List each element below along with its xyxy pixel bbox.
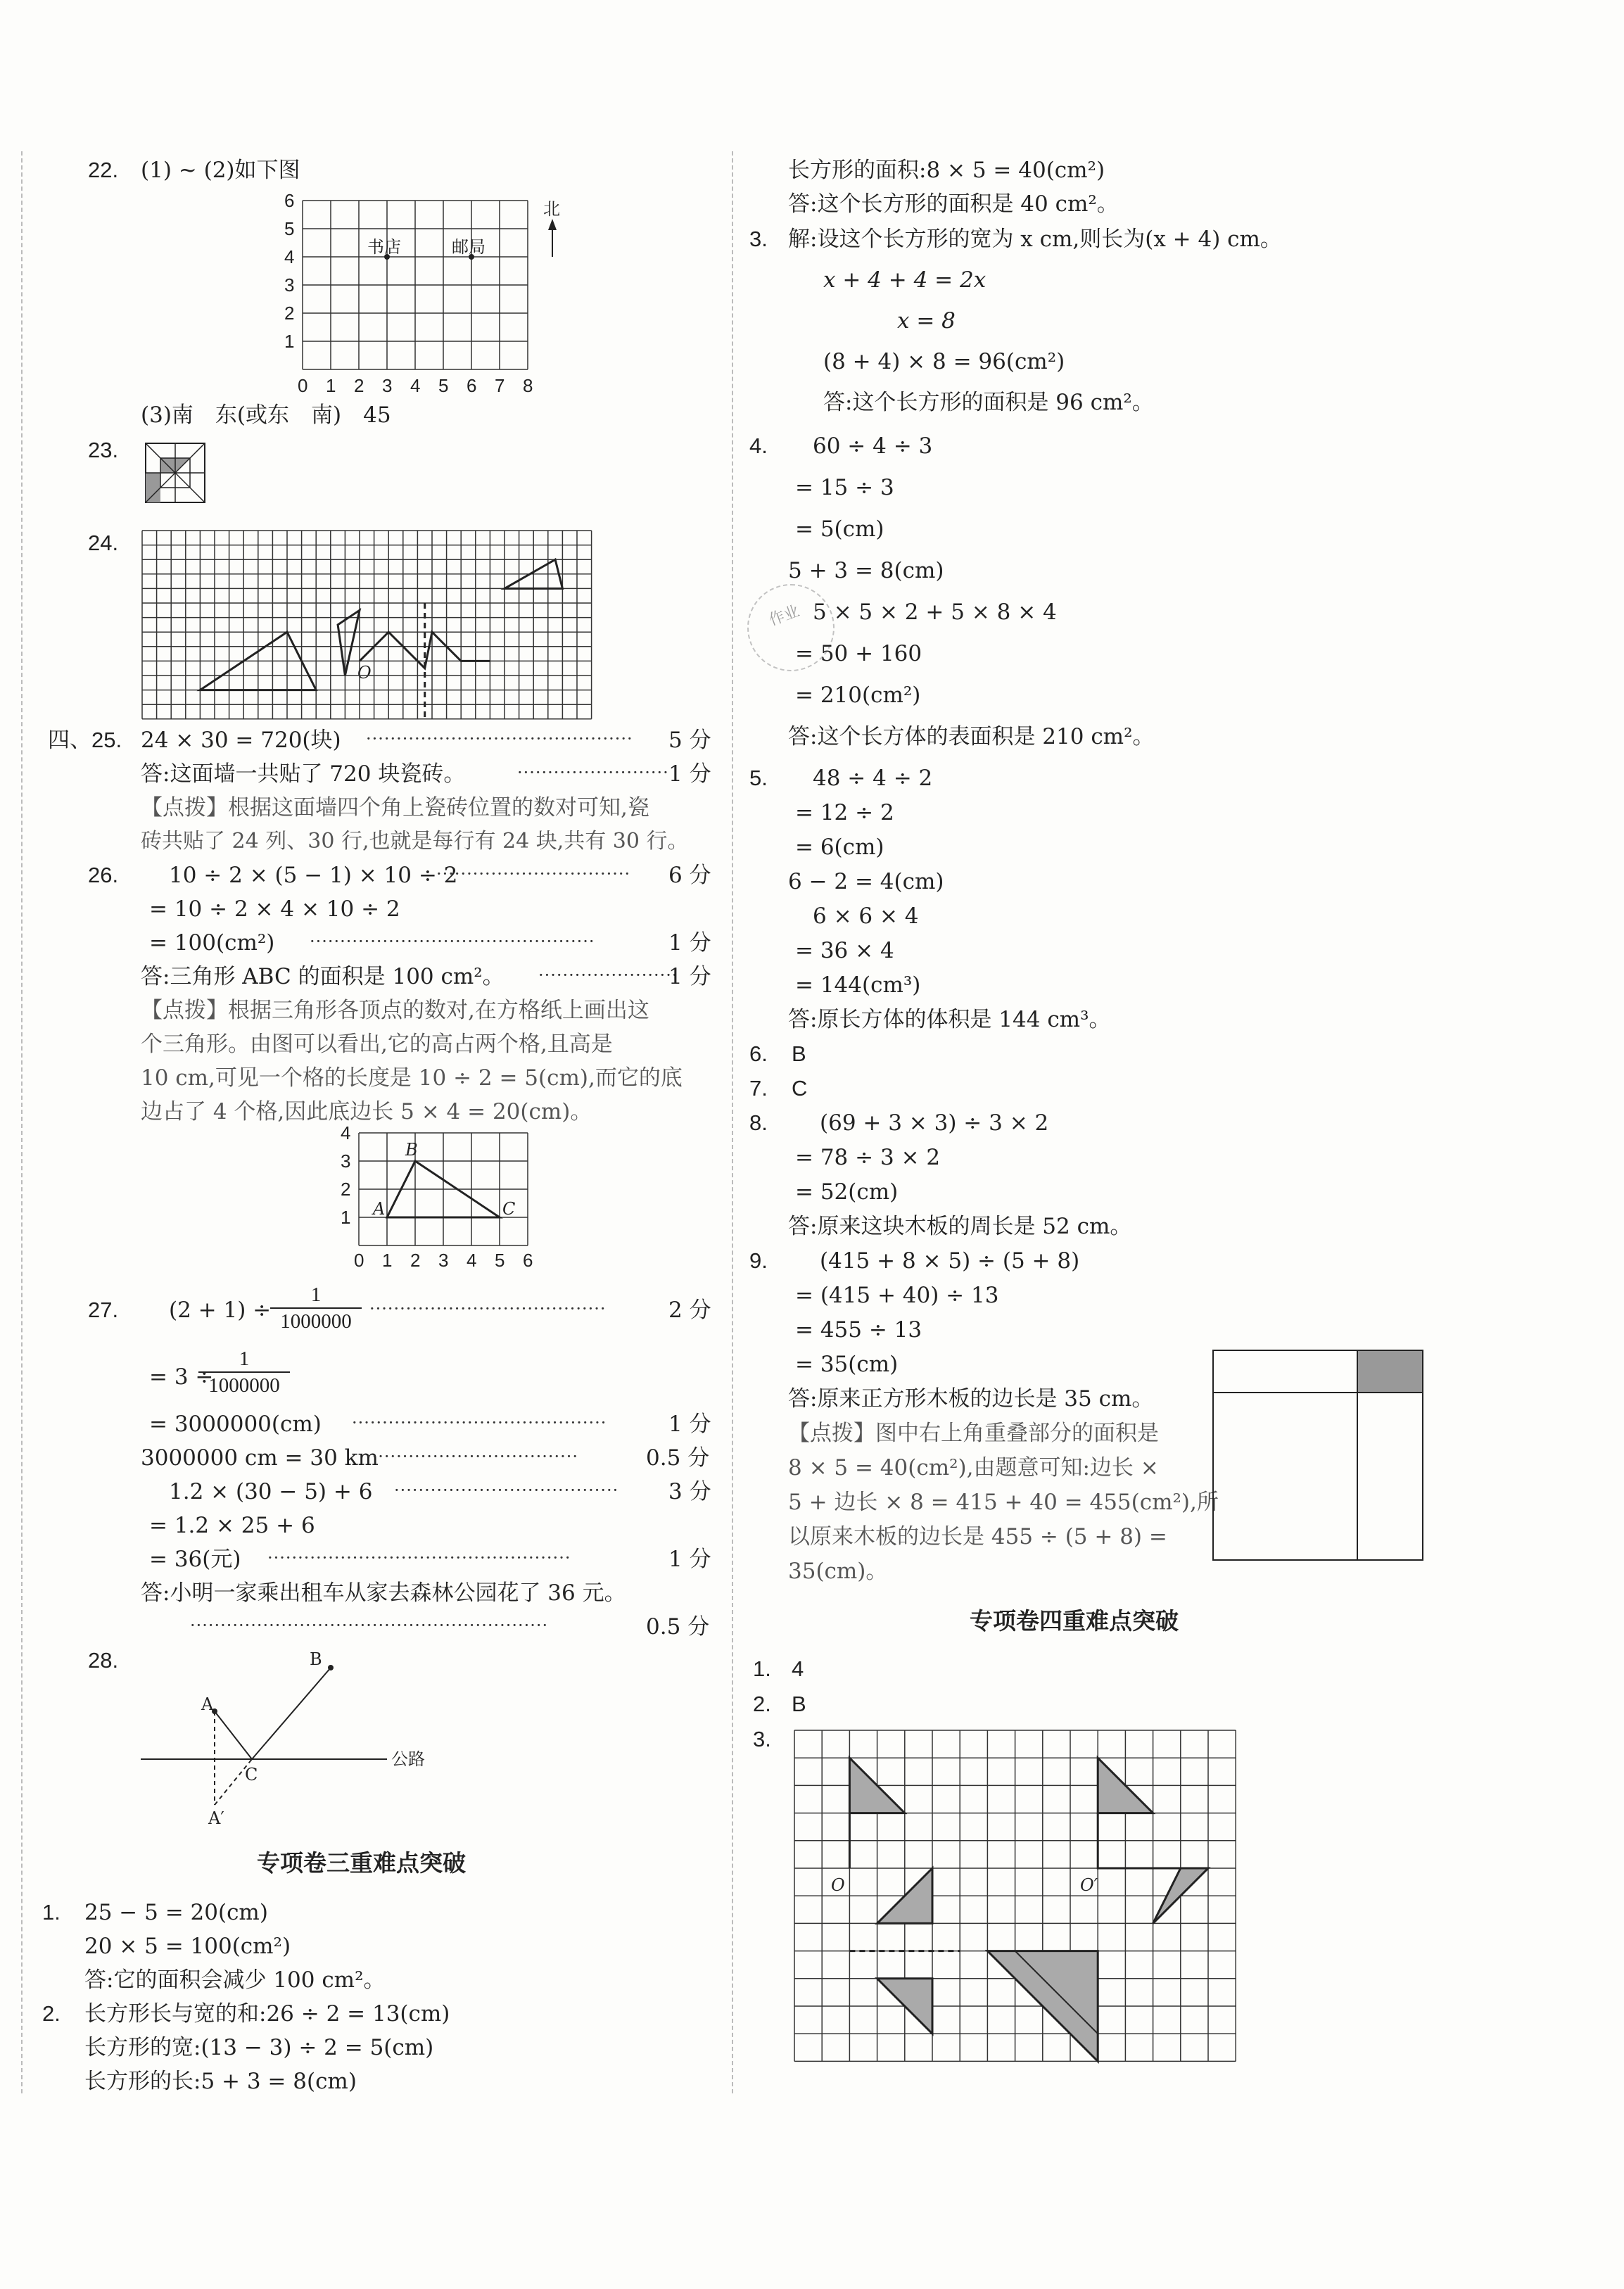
q24-number: 24. [88,531,119,555]
s3-q1-line1: 25 − 5 = 20(cm) [84,1900,268,1925]
x-tick-label: 1 [326,375,336,396]
r-q9-board-figure [1212,1349,1426,1564]
y-tick-label: 1 [284,331,295,352]
s4-q2-answer: B [792,1692,806,1716]
r-q5-line7: = 144(cm³) [795,972,921,998]
y-tick-label: 5 [284,218,295,239]
x-tick-label: 5 [438,375,449,396]
q26-score1: 6 分 [668,863,711,888]
s3-q2-line2: 长方形的宽:(13 − 3) ÷ 2 = 5(cm) [84,2035,434,2060]
r-q9-line3: = 455 ÷ 13 [795,1317,922,1343]
q27-score4: 0.5 分 [646,1445,710,1471]
q27-line2: = 3 ÷ [149,1364,214,1390]
q25-tip2: 砖共贴了 24 列、30 行,也就是每行有 24 块,共有 30 行。 [141,829,689,854]
r-q9-line1: (415 + 8 × 5) ÷ (5 + 8) [820,1248,1080,1274]
q26-line3: = 100(cm²) [149,930,275,956]
x-tick-label: 6 [523,1250,533,1271]
s4-point-o: O [831,1875,845,1895]
q25-number: 四、25. [48,728,122,752]
fraction-numerator: 1 [270,1282,362,1309]
s4-q3-grid-figure [792,1727,1256,2079]
r-q4-line6: = 50 + 160 [795,641,922,666]
dot-leader: ································ [436,864,631,884]
r-q5-line8: 答:原长方体的体积是 144 cm³。 [788,1007,1111,1032]
x-tick-label: 2 [410,1250,421,1271]
s3-q1-number: 1. [42,1900,61,1925]
r-q4-line7: = 210(cm²) [795,683,921,708]
q22-grid-figure [281,194,577,405]
q28-road-label: 公路 [391,1749,425,1769]
dot-leader: ······································· [369,1299,607,1319]
dot-leader: ······················· [538,965,678,985]
r-q8-line2: = 78 ÷ 3 × 2 [795,1145,941,1170]
s4-q2-number: 2. [753,1692,771,1716]
r-q5-line5: 6 × 6 × 4 [813,903,919,929]
r-q3-number: 3. [749,227,768,251]
r-q4-line3: = 5(cm) [795,516,884,542]
q26-line2: = 10 ÷ 2 × 4 × 10 ÷ 2 [149,896,400,922]
left-margin-divider [21,151,23,2093]
r-q4-line5: 5 × 5 × 2 + 5 × 8 × 4 [813,600,1057,625]
north-arrow-icon [548,219,557,230]
q27-score1: 2 分 [668,1298,711,1323]
x-tick-label: 0 [354,1250,364,1271]
q27-score8: 0.5 分 [646,1614,710,1640]
dot-leader: ··································· [366,1447,579,1466]
section3-title: 专项卷三重难点突破 [257,1849,466,1877]
r-cont-line1: 长方形的面积:8 × 5 = 40(cm²) [788,158,1105,183]
r-q6-answer: B [792,1041,806,1066]
r-q9-tip5: 35(cm)。 [788,1559,888,1584]
r-q5-line1: 48 ÷ 4 ÷ 2 [813,766,933,791]
q27-score5: 3 分 [668,1479,711,1504]
x-tick-label: 6 [467,375,477,396]
post-label: 邮局 [452,237,486,257]
q26-tip4: 边占了 4 个格,因此底边长 5 × 4 = 20(cm)。 [141,1099,592,1124]
north-label: 北 [543,199,560,219]
s4-q1-number: 1. [753,1656,771,1681]
r-q8-line4: 答:原来这块木板的周长是 52 cm。 [788,1214,1132,1239]
r-q3-line2: x + 4 + 4 = 2x [823,267,987,293]
q25-tip1: 【点拨】根据这面墙四个角上瓷砖位置的数对可知,瓷 [141,795,649,820]
q28-route-figure [141,1647,450,1830]
s3-q1-line2: 20 × 5 = 100(cm²) [84,1934,291,1959]
q26-line4: 答:三角形 ABC 的面积是 100 cm²。 [141,964,505,989]
q26-tip2: 个三角形。由图可以看出,它的高占两个格,且高是 [141,1032,613,1057]
r-cont-line2: 答:这个长方形的面积是 40 cm²。 [788,191,1119,217]
dot-leader: ··············································· [310,932,595,951]
q26-triangle-figure [331,1126,556,1288]
q27-line3: = 3000000(cm) [149,1412,322,1437]
q26-tip1: 【点拨】根据三角形各顶点的数对,在方格纸上画出这 [141,998,649,1023]
r-q4-line4: 5 + 3 = 8(cm) [788,558,944,583]
q27-score3: 1 分 [668,1412,711,1437]
q28-point-a-prime: A′ [208,1808,224,1828]
x-tick-label: 8 [523,375,533,396]
dot-leader: ············································ [366,729,633,749]
q27-line5: 1.2 × (30 − 5) + 6 [169,1479,373,1504]
dot-leader: ·········································· [352,1413,607,1433]
r-q5-line2: = 12 ÷ 2 [795,800,894,825]
x-tick-label: 5 [495,1250,505,1271]
q25-score1: 5 分 [668,728,711,753]
r-q7-answer: C [792,1076,808,1101]
r-q9-tip1: 【点拨】图中右上角重叠部分的面积是 [788,1421,1159,1446]
r-q5-line3: = 6(cm) [795,835,884,860]
dot-leader: ··························································· [190,1616,549,1635]
r-q9-line2: = (415 + 40) ÷ 13 [795,1283,999,1308]
x-tick-label: 1 [382,1250,393,1271]
q22-number: 22. [88,158,119,182]
r-q8-line3: = 52(cm) [795,1179,899,1205]
s3-q2-line3: 长方形的长:5 + 3 = 8(cm) [84,2069,357,2094]
y-tick-label: 1 [341,1207,351,1228]
stamp-text: 作业 [766,602,802,630]
x-tick-label: 4 [467,1250,477,1271]
q27-line8: 答:小明一家乘出租车从家去森林公园花了 36 元。 [141,1580,626,1606]
y-tick-label: 3 [284,274,295,296]
r-q9-tip3: 5 + 边长 × 8 = 415 + 40 = 455(cm²),所 [788,1490,1219,1515]
column-divider [732,151,733,2093]
r-q8-number: 8. [749,1110,768,1135]
s3-q2-number: 2. [42,2001,61,2026]
q28-number: 28. [88,1648,119,1673]
fraction-numerator: 1 [198,1346,290,1373]
y-tick-label: 4 [284,246,295,267]
x-tick-label: 0 [298,375,308,396]
q26-score4: 1 分 [668,964,711,989]
s4-q1-answer: 4 [792,1656,804,1681]
r-q5-number: 5. [749,766,768,790]
r-q7-number: 7. [749,1076,768,1101]
x-tick-label: 3 [382,375,393,396]
r-q4-line8: 答:这个长方体的表面积是 210 cm²。 [788,724,1155,749]
q27-line6: = 1.2 × 25 + 6 [149,1513,315,1538]
q25-score2: 1 分 [668,761,711,787]
dot-leader: ·················································· [267,1548,571,1568]
r-q3-line4: (8 + 4) × 8 = 96(cm²) [823,349,1065,374]
fraction-denominator: 1000000 [208,1374,280,1397]
q26-line1: 10 ÷ 2 × (5 − 1) × 10 ÷ 2 [169,863,458,888]
r-q3-line3: x = 8 [897,308,956,334]
q24-grid-figure [141,529,605,726]
r-q9-line4: = 35(cm) [795,1352,899,1377]
q27-line4: 3000000 cm = 30 km [141,1445,379,1471]
q25-line1: 24 × 30 = 720(块) [141,728,341,753]
r-q3-line5: 答:这个长方形的面积是 96 cm²。 [823,390,1154,415]
r-q9-number: 9. [749,1248,768,1273]
q27-fraction1 [270,1282,362,1334]
r-q5-line4: 6 − 2 = 4(cm) [788,869,944,894]
y-tick-label: 3 [341,1150,351,1172]
r-q6-number: 6. [749,1041,768,1066]
q22-text: (1) ~ (2)如下图 [141,158,300,183]
rotated-shape [338,610,360,676]
dot-leader: ····································· [394,1480,619,1500]
x-tick-label: 7 [495,375,505,396]
s4-point-o-prime: O′ [1080,1875,1098,1895]
r-q9-tip2: 8 × 5 = 40(cm²),由题意可知:边长 × [788,1455,1159,1480]
q27-score7: 1 分 [668,1547,711,1572]
fraction-denominator: 1000000 [280,1310,352,1333]
shop-label: 书店 [367,237,401,257]
vertex-a: A [373,1199,386,1219]
r-q8-line1: (69 + 3 × 3) ÷ 3 × 2 [820,1110,1049,1136]
q26-score3: 1 分 [668,930,711,956]
q22-answer-3: (3)南 东(或东 南) 45 [141,402,391,428]
q26-number: 26. [88,863,119,887]
x-tick-label: 4 [410,375,421,396]
s3-q2-line1: 长方形长与宽的和:26 ÷ 2 = 13(cm) [84,2001,450,2027]
r-q4-line2: = 15 ÷ 3 [795,475,894,500]
q28-point-c: C [245,1765,258,1784]
s3-q1-line3: 答:它的面积会减少 100 cm²。 [84,1967,386,1993]
r-q9-line5: 答:原来正方形木板的边长是 35 cm。 [788,1386,1154,1412]
q23-number: 23. [88,438,119,462]
q28-point-a: A [201,1694,214,1714]
section4-title: 专项卷四重难点突破 [970,1607,1179,1635]
vertex-b: B [405,1140,418,1160]
q24-point-o: O [357,663,372,683]
q27-line7: = 36(元) [149,1547,241,1572]
y-tick-label: 2 [341,1179,351,1200]
y-tick-label: 4 [341,1126,351,1143]
y-tick-label: 6 [284,194,295,211]
r-q4-number: 4. [749,433,768,458]
r-q3-line1: 解:设这个长方形的宽为 x cm,则长为(x + 4) cm。 [788,227,1282,252]
r-q9-tip4: 以原来木板的边长是 455 ÷ (5 + 8) = [788,1524,1167,1549]
y-tick-label: 2 [284,303,295,324]
vertex-c: C [502,1199,516,1219]
r-q5-line6: = 36 × 4 [795,938,894,963]
q28-point-b: B [310,1649,322,1669]
dot-leader: ························· [517,763,669,782]
q27-fraction2 [198,1346,290,1398]
q23-square-figure [144,442,208,505]
x-tick-label: 3 [438,1250,449,1271]
q27-line1: (2 + 1) ÷ [169,1298,272,1323]
q27-number: 27. [88,1298,119,1322]
q26-tip3: 10 cm,可见一个格的长度是 10 ÷ 2 = 5(cm),而它的底 [141,1065,683,1091]
s4-q3-number: 3. [753,1727,771,1751]
q25-line2: 答:这面墙一共贴了 720 块瓷砖。 [141,761,466,787]
r-q4-line1: 60 ÷ 4 ÷ 3 [813,433,933,459]
x-tick-label: 2 [354,375,364,396]
